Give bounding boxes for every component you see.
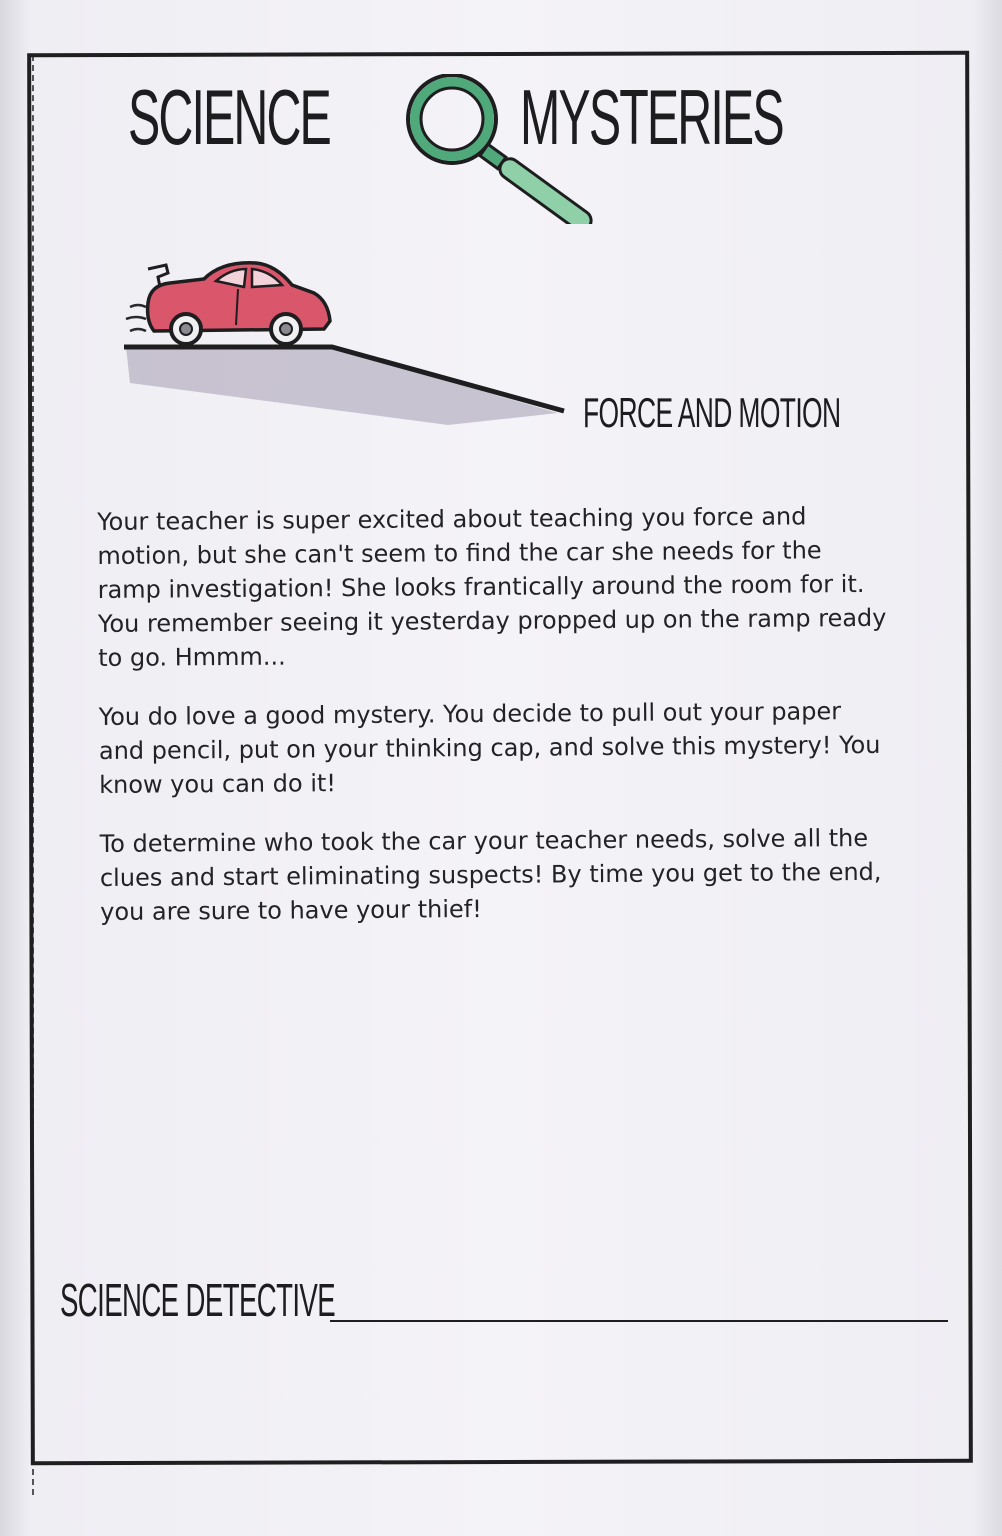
story-text	[97, 499, 891, 954]
race-car-on-ramp-icon	[118, 255, 578, 435]
story-paragraph-3: To determine who took the car your teacher needs, solve all the clues and start eliminating suspects! By time you get to the end, you are sure to have your thief!	[99, 823, 882, 926]
magnifying-glass-icon	[392, 74, 622, 224]
title-science: SCIENCE	[128, 73, 330, 161]
detective-signature-row	[60, 1272, 960, 1332]
story-paragraph-1: Your teacher is super excited about teaching you force and motion, but she can't seem to find the car she needs for the ramp investigation! She looks frantically around the room for it. You remember seeing it yesterday propped up on the ramp ready to go. Hmmm...	[97, 502, 887, 672]
detective-label: SCIENCE DETECTIVE	[60, 1274, 336, 1326]
title-mysteries: MYSTERIES	[520, 73, 783, 161]
detective-name-line[interactable]	[330, 1320, 948, 1322]
story-paragraph-2: You do love a good mystery. You decide to pull out your paper and pencil, put on your thinking cap, and solve this mystery! You know you can do it!	[98, 697, 881, 799]
section-subtitle: FORCE AND MOTION	[583, 389, 841, 436]
